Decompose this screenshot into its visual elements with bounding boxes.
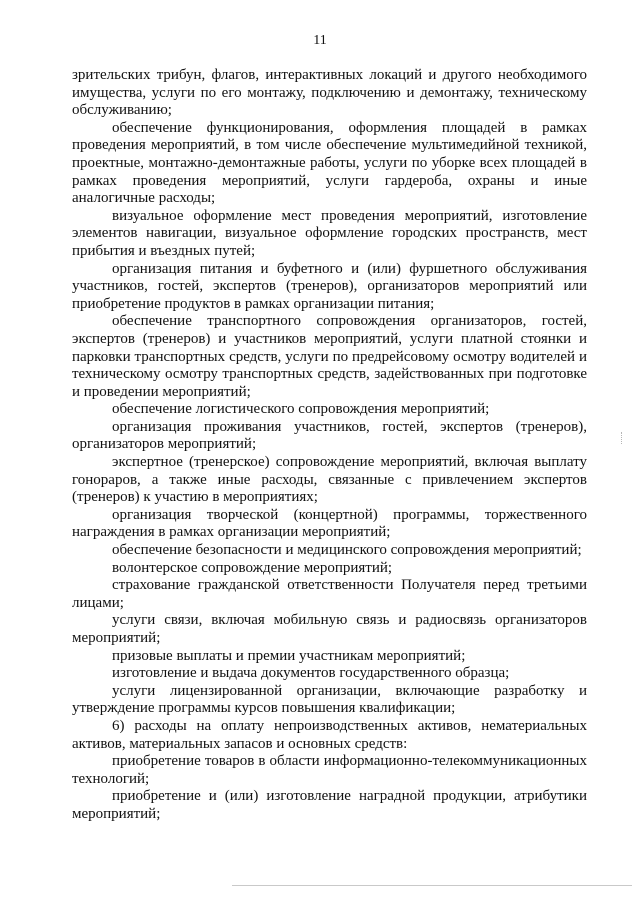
paragraph: страхование гражданской ответственности Получателя перед третьими лицами; <box>72 577 587 611</box>
paragraph: приобретение товаров в области информационно-телекоммуникационных технологий; <box>72 753 587 787</box>
paragraph: обеспечение функционирования, оформления площадей в рамках проведения мероприятий, в том числе обеспечение мультимедийной техникой, проектные, монтажно-демонтажные работы, услуги по уборке всех площадей в рамках проведения мероприятий, услуги гардероба, охраны и иные аналогичные расходы; <box>72 119 587 207</box>
paragraph: экспертное (тренерское) сопровождение мероприятий, включая выплату гонораров, а также иные расходы, связанные с привлечением экспертов (тренеров) к участию в мероприятиях; <box>72 454 587 506</box>
document-body <box>72 67 587 824</box>
paragraph: обеспечение логистического сопровождения мероприятий; <box>112 401 490 418</box>
paragraph-section-heading: 6) расходы на оплату непроизводственных активов, нематериальных активов, материальных запасов и основных средств: <box>72 717 587 752</box>
paragraph: обеспечение безопасности и медицинского сопровождения мероприятий; <box>112 542 582 559</box>
page-number: 11 <box>313 33 327 48</box>
paragraph: визуальное оформление мест проведения мероприятий, изготовление элементов навигации, визуальное оформление городских пространств, мест прибытия и въездных путей; <box>72 207 587 259</box>
paragraph: услуги связи, включая мобильную связь и радиосвязь организаторов мероприятий; <box>72 612 587 646</box>
paragraph: обеспечение транспортного сопровождения организаторов, гостей, экспертов (тренеров) и участников мероприятий, услуги платной стоянки и парковки транспортных средств, услуги по предрейсовому осмотру водителей и техническому осмотру транспортных средств, задействованных при подготовке и проведении мероприятий; <box>72 313 587 400</box>
scan-margin-mark <box>621 432 623 444</box>
paragraph: организация проживания участников, гостей, экспертов (тренеров), организаторов мероприятий; <box>72 418 587 453</box>
paragraph: призовые выплаты и премии участникам мероприятий; <box>112 647 466 664</box>
paragraph: организация питания и буфетного и (или) фуршетного обслуживания участников, гостей, экспертов (тренеров), организаторов мероприятий или приобретение продуктов в рамках организации питания; <box>72 260 587 312</box>
bottom-rule-divider <box>232 885 632 886</box>
paragraph: услуги лицензированной организации, включающие разработку и утверждение программы курсов повышения квалификации; <box>72 682 587 717</box>
paragraph: приобретение и (или) изготовление наградной продукции, атрибутики мероприятий; <box>72 788 587 822</box>
paragraph-continuation: зрительских трибун, флагов, интерактивных локаций и другого необходимого имущества, услуги по его монтажу, подключению и демонтажу, техническому обслуживанию; <box>72 67 587 119</box>
paragraph: волонтерское сопровождение мероприятий; <box>112 559 393 576</box>
paragraph: изготовление и выдача документов государственного образца; <box>112 665 510 682</box>
paragraph: организация творческой (концертной) программы, торжественного награждения в рамках организации мероприятий; <box>72 506 587 541</box>
